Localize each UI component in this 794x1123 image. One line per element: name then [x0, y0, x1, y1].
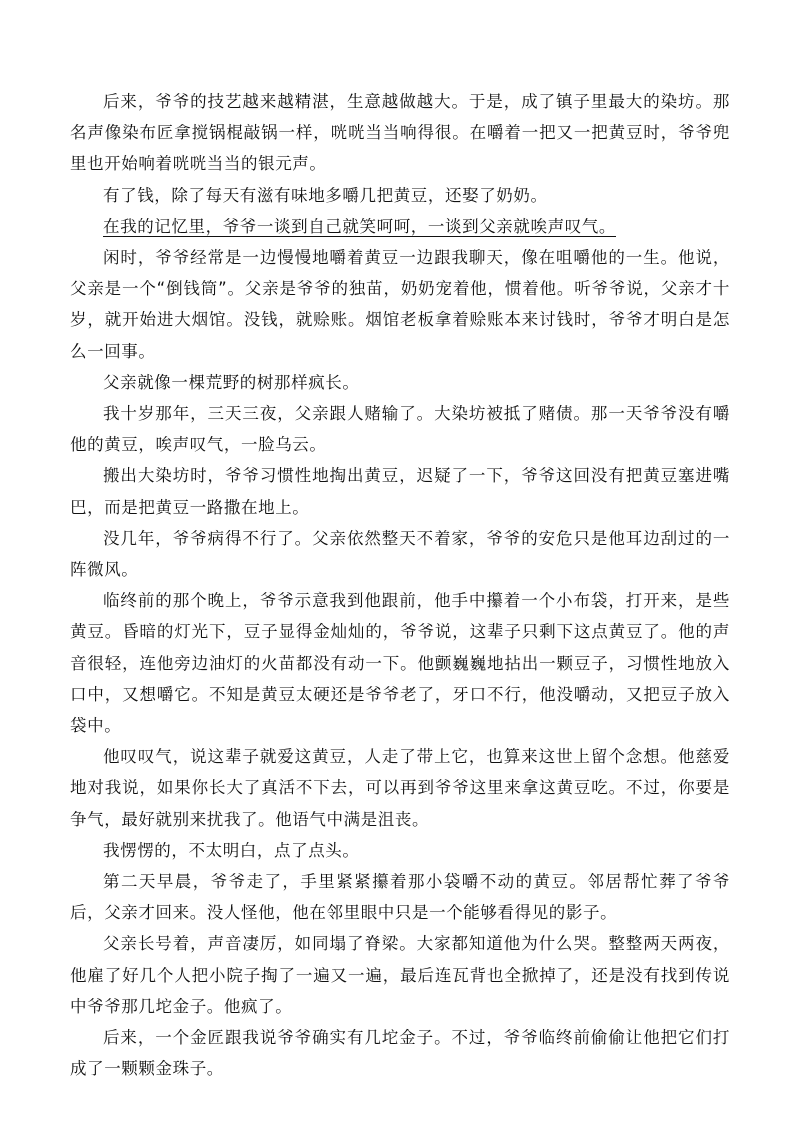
- paragraph-11: 我愣愣的，不太明白，点了点头。: [103, 840, 360, 860]
- paragraph-7: 搬出大染坊时，爷爷习惯性地掏出黄豆，迟疑了一下，爷爷这回没有把黄豆塞进嘴巴，而是把黄豆一路撒在地上。: [70, 466, 730, 517]
- paragraph-13: 父亲长号着，声音凄厉，如同塌了脊梁。大家都知道他为什么哭。整整两天两夜，他雇了好几个人把小院子掏了一遍又一遍，最后连瓦背也全掀掉了，还是没有找到传说中爷爷那几坨金子。他疯了。: [70, 934, 730, 1016]
- paragraph-10: 他叹叹气，说这辈子就爱这黄豆，人走了带上它，也算来这世上留个念想。他慈爱地对我说，如果你长大了真活不下去，可以再到爷爷这里来拿这黄豆吃。不过，你要是争气，最好就别来扰我了。他语气中满是沮丧。: [70, 747, 730, 829]
- paragraph-12: 第二天早晨，爷爷走了，手里紧紧攥着那小袋嚼不动的黄豆。邻居帮忙葬了爷爷后，父亲才回来。没人怪他，他在邻里眼中只是一个能够看得见的影子。: [70, 872, 730, 923]
- paragraph-5: 父亲就像一棵荒野的树那样疯长。: [103, 372, 360, 392]
- story-body: [70, 86, 730, 1085]
- paragraph-8: 没几年，爷爷病得不行了。父亲依然整天不着家，爷爷的安危只是他耳边刮过的一阵微风。: [70, 528, 730, 580]
- paragraph-2: 有了钱，除了每天有滋有味地多嚼几把黄豆，还娶了奶奶。: [103, 185, 548, 205]
- paragraph-6: 我十岁那年，三天三夜，父亲跟人赌输了。大染坊被抵了赌债。那一天爷爷没有嚼他的黄豆，唉声叹气，一脸乌云。: [70, 404, 730, 455]
- paragraph-4: 闲时，爷爷经常是一边慢慢地嚼着黄豆一边跟我聊天，像在咀嚼他的一生。他说，父亲是一个“倒钱筒”。父亲是爷爷的独苗，奶奶宠着他，惯着他。听爷爷说，父亲才十岁，就开始进大烟馆。没钱，就赊账。烟馆老板拿着赊账本来讨钱时，爷爷才明白是怎么一回事。: [70, 248, 730, 361]
- paragraph-3-underlined: [70, 211, 730, 242]
- paragraph-9: 临终前的那个晚上，爷爷示意我到他跟前，他手中攥着一个小布袋，打开来，是些黄豆。昏暗的灯光下，豆子显得金灿灿的，爷爷说，这辈子只剩下这点黄豆了。他的声音很轻，连他旁边油灯的火苗都没有动一下。他颤巍巍地拈出一颗豆子，习惯性地放入口中，又想嚼它。不知是黄豆太硬还是爷爷老了，牙口不行，他没嚼动，又把豆子放入袋中。: [70, 591, 730, 736]
- paragraph-14: 后来，一个金匠跟我说爷爷确实有几坨金子。不过，爷爷临终前偷偷让他把它们打成了一颗颗金珠子。: [70, 1028, 730, 1079]
- paragraph-1: 后来，爷爷的技艺越来越精湛，生意越做越大。于是，成了镇子里最大的染坊。那名声像染布匠拿搅锅棍敲锅一样，咣咣当当响得很。在嚼着一把又一把黄豆时，爷爷兜里也开始响着咣咣当当的银元声。: [70, 92, 730, 174]
- underlined-sentence: 在我的记忆里，爷爷一谈到自己就笑呵呵，一谈到父亲就唉声叹气。: [103, 216, 616, 236]
